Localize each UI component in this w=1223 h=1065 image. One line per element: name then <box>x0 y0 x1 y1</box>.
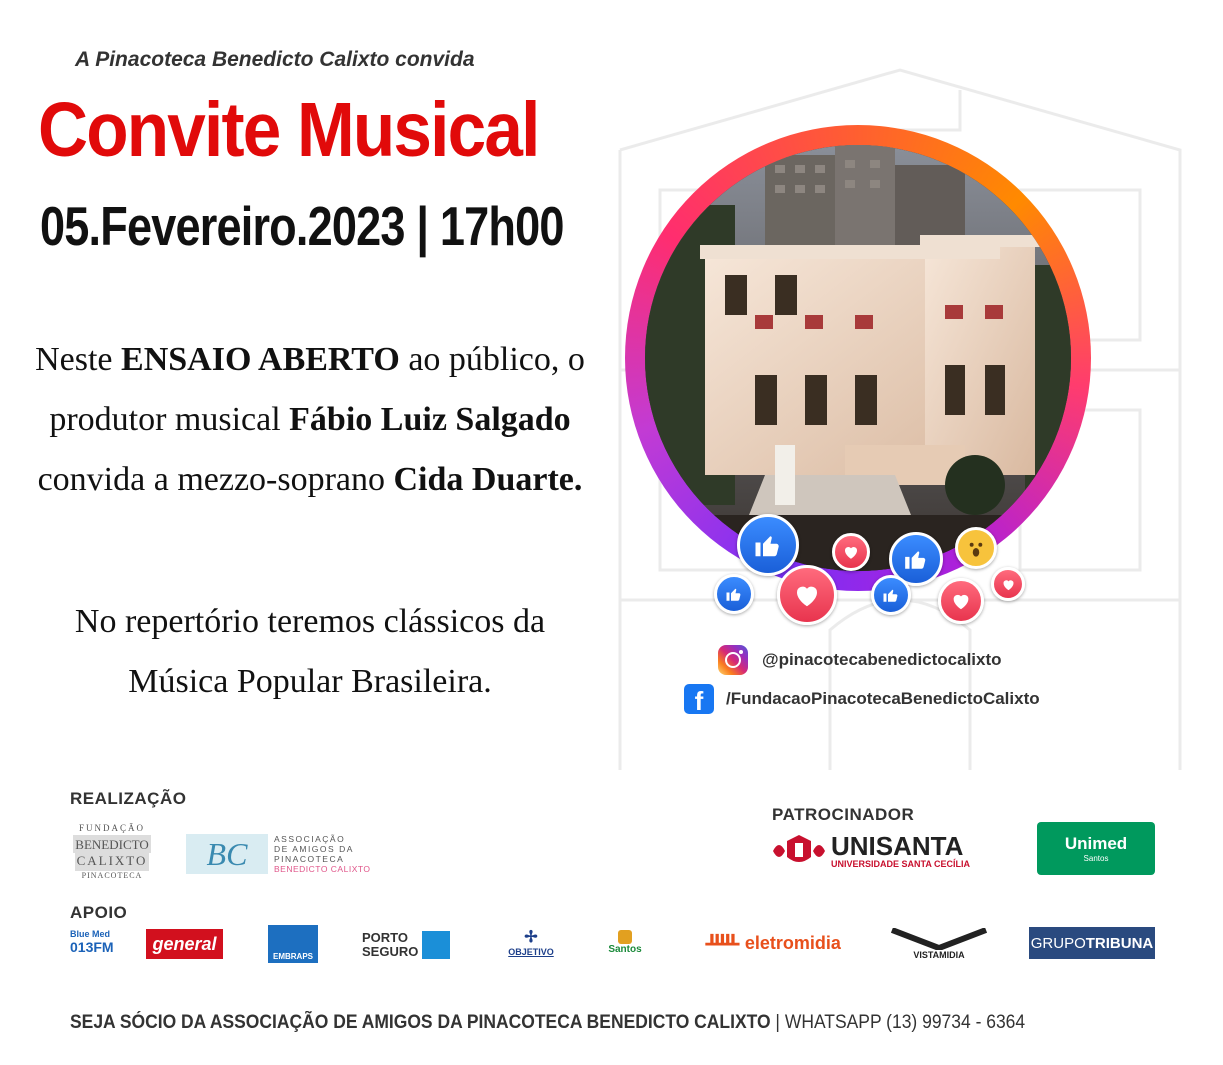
logo-text: Unimed <box>1064 834 1128 853</box>
event-date-time: 05.Fevereiro.2023 | 17h00 <box>40 195 564 257</box>
logo-text: DE AMIGOS DA <box>274 844 354 854</box>
logo-text: VISTAMIDIA <box>913 950 965 960</box>
general-logo: general <box>146 929 223 959</box>
instagram-icon <box>718 645 748 675</box>
embraps-logo: EMBRAPS <box>268 925 318 963</box>
desc-highlight-ensaio: ENSAIO ABERTO <box>121 341 400 378</box>
eletromidia-logo <box>706 927 844 959</box>
grupo-tribuna-logo <box>1029 927 1155 959</box>
heart-reaction-icon <box>938 578 984 624</box>
porto-wave-icon <box>422 931 450 959</box>
like-reaction-icon <box>714 574 754 614</box>
heart-reaction-icon <box>991 567 1025 601</box>
fundacao-benedicto-calixto-logo <box>70 817 154 885</box>
logo-text: PINACOTECA <box>274 854 345 864</box>
logo-text: SEGURO <box>362 944 419 959</box>
heart-reaction-icon <box>777 565 837 625</box>
instagram-handle-row[interactable] <box>718 645 1002 675</box>
facebook-handle[interactable]: /FundacaoPinacotecaBenedictoCalixto <box>726 689 1040 708</box>
eletromidia-mark-icon: ᚊ <box>706 929 739 957</box>
logo-text: Santos <box>1083 854 1109 863</box>
event-title: Convite Musical <box>38 87 539 173</box>
realizacao-label: REALIZAÇÃO <box>70 789 187 808</box>
membership-footer <box>70 1012 1025 1034</box>
logo-text: Santos <box>608 943 642 955</box>
logo-text: OBJETIVO <box>508 947 554 957</box>
logo-text: TRIBUNA <box>1085 934 1154 952</box>
porto-seguro-logo <box>362 929 456 961</box>
logo-text: CALIXTO <box>75 853 150 871</box>
unisanta-crest-icon <box>771 831 827 871</box>
logo-text: GRUPO <box>1030 934 1086 952</box>
logo-text: 013FM <box>70 939 114 955</box>
pinacoteca-building-photo <box>645 145 1071 571</box>
desc-highlight-producer: Fábio Luiz Salgado <box>289 401 571 438</box>
event-description <box>30 330 590 510</box>
bc-monogram: BC <box>186 834 268 874</box>
bluemed-013fm-logo <box>70 924 118 960</box>
repertoire-description: No repertório teremos clássicos da Música Popular Brasileira. <box>74 603 546 700</box>
patrocinador-label: PATROCINADOR <box>772 805 915 824</box>
logo-text: UNIVERSIDADE SANTA CECÍLIA <box>831 859 971 869</box>
logo-text: PINACOTECA <box>81 870 143 880</box>
desc-text: convida a mezzo-soprano <box>37 461 394 498</box>
instagram-handle[interactable]: @pinacotecabenedictocalixto <box>762 650 1002 669</box>
logo-text: eletromidia <box>744 932 841 953</box>
like-reaction-icon <box>737 514 799 576</box>
desc-text: ao público, o produtor musical <box>49 341 585 438</box>
desc-highlight-singer: Cida Duarte. <box>393 461 583 498</box>
objetivo-logo <box>502 922 560 962</box>
wow-reaction-icon <box>955 527 997 569</box>
logo-text: ASSOCIAÇÃO <box>274 834 346 844</box>
desc-text: Neste <box>35 341 122 378</box>
facebook-icon: f <box>684 684 714 714</box>
logo-text: BENEDICTO <box>75 836 149 852</box>
unisanta-logo <box>771 828 983 874</box>
santos-prefeitura-logo <box>605 922 645 962</box>
facebook-handle-row[interactable] <box>684 684 1040 714</box>
footer-whatsapp[interactable]: | WHATSAPP (13) 99734 - 6364 <box>770 1012 1026 1033</box>
like-reaction-icon <box>871 575 911 615</box>
logo-text: PORTO <box>362 930 408 945</box>
building-photo-frame <box>625 125 1091 591</box>
invitation-subtitle: A Pinacoteca Benedicto Calixto convida <box>75 48 475 71</box>
associacao-amigos-logo <box>186 832 372 876</box>
vistamidia-logo <box>888 924 990 964</box>
unimed-santos-logo <box>1037 822 1155 875</box>
heart-reaction-icon <box>832 533 870 571</box>
footer-main-text: SEJA SÓCIO DA ASSOCIAÇÃO DE AMIGOS DA PINACOTECA BENEDICTO CALIXTO <box>70 1012 771 1033</box>
objetivo-symbol-icon: ✢ <box>524 929 538 946</box>
santos-crest-icon <box>618 930 632 944</box>
logo-text: FUNDAÇÃO <box>78 822 145 833</box>
vistamidia-mark-icon <box>890 928 988 950</box>
logo-text: UNISANTA <box>831 831 964 861</box>
apoio-label: APOIO <box>70 903 128 922</box>
logo-text: Blue Med <box>70 929 111 939</box>
logo-text: BENEDICTO CALIXTO <box>274 864 371 874</box>
